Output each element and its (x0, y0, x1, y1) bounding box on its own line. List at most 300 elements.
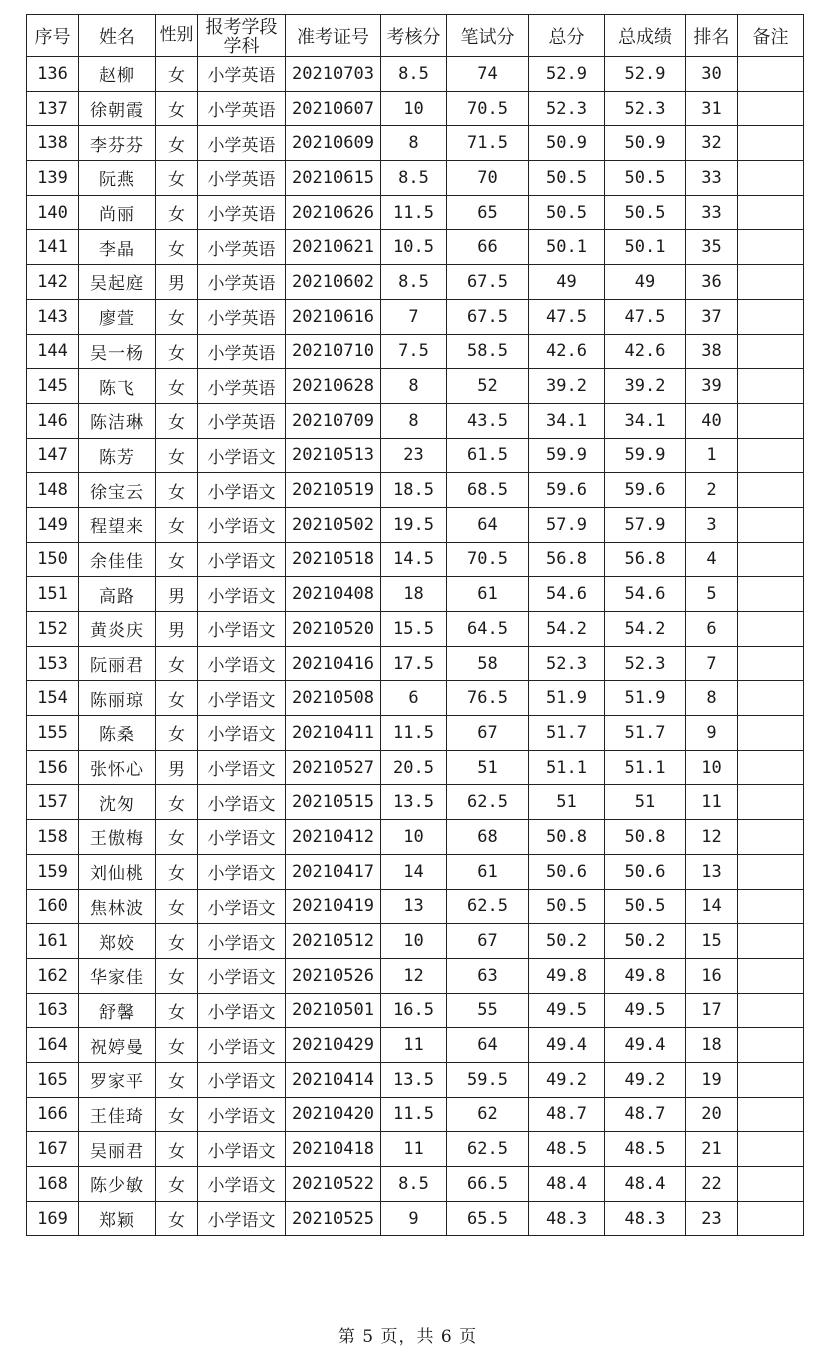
final-cell: 48.4 (605, 1167, 686, 1202)
assess-cell: 7.5 (381, 334, 447, 369)
table-row (27, 993, 804, 1028)
final-cell: 50.9 (605, 126, 686, 161)
ticket-cell: 20210527 (286, 750, 381, 785)
note-cell (738, 542, 804, 577)
final-cell: 52.3 (605, 91, 686, 126)
table-row (27, 646, 804, 681)
sex-cell: 女 (156, 1201, 198, 1236)
table-row (27, 265, 804, 300)
ticket-cell: 20210710 (286, 334, 381, 369)
table-row (27, 230, 804, 265)
header-rank: 排名 (686, 15, 738, 57)
sex-cell: 女 (156, 334, 198, 369)
seq-cell: 144 (27, 334, 79, 369)
ticket-cell: 20210703 (286, 57, 381, 92)
note-cell (738, 369, 804, 404)
rank-cell: 1 (686, 438, 738, 473)
ticket-cell: 20210416 (286, 646, 381, 681)
table-row (27, 57, 804, 92)
subject-cell: 小学英语 (198, 195, 286, 230)
total-cell: 50.8 (529, 820, 605, 855)
name-cell: 吴起庭 (79, 265, 156, 300)
assess-cell: 11.5 (381, 195, 447, 230)
table-header (27, 15, 804, 57)
final-cell: 48.7 (605, 1097, 686, 1132)
assess-cell: 6 (381, 681, 447, 716)
note-cell (738, 126, 804, 161)
subject-cell: 小学语文 (198, 542, 286, 577)
name-cell: 李芬芬 (79, 126, 156, 161)
ticket-cell: 20210420 (286, 1097, 381, 1132)
total-cell: 54.6 (529, 577, 605, 612)
seq-cell: 142 (27, 265, 79, 300)
rank-cell: 40 (686, 403, 738, 438)
rank-cell: 3 (686, 507, 738, 542)
note-cell (738, 473, 804, 508)
assess-cell: 8 (381, 403, 447, 438)
final-cell: 49 (605, 265, 686, 300)
seq-cell: 140 (27, 195, 79, 230)
rank-cell: 13 (686, 854, 738, 889)
total-cell: 49.4 (529, 1028, 605, 1063)
note-cell (738, 1028, 804, 1063)
name-cell: 程望来 (79, 507, 156, 542)
sex-cell: 女 (156, 542, 198, 577)
ticket-cell: 20210502 (286, 507, 381, 542)
final-cell: 39.2 (605, 369, 686, 404)
note-cell (738, 612, 804, 647)
seq-cell: 166 (27, 1097, 79, 1132)
subject-cell: 小学语文 (198, 1167, 286, 1202)
rank-cell: 14 (686, 889, 738, 924)
seq-cell: 155 (27, 716, 79, 751)
total-cell: 50.5 (529, 161, 605, 196)
subject-cell: 小学英语 (198, 403, 286, 438)
note-cell (738, 716, 804, 751)
table-row (27, 681, 804, 716)
written-cell: 65 (447, 195, 529, 230)
subject-cell: 小学英语 (198, 299, 286, 334)
table-row (27, 542, 804, 577)
sex-cell: 女 (156, 230, 198, 265)
seq-cell: 149 (27, 507, 79, 542)
table-row (27, 1132, 804, 1167)
note-cell (738, 265, 804, 300)
ticket-cell: 20210616 (286, 299, 381, 334)
sex-cell: 女 (156, 369, 198, 404)
table-row (27, 1062, 804, 1097)
note-cell (738, 958, 804, 993)
header-row (27, 15, 804, 57)
header-final: 总成绩 (605, 15, 686, 57)
final-cell: 34.1 (605, 403, 686, 438)
note-cell (738, 438, 804, 473)
header-note: 备注 (738, 15, 804, 57)
rank-cell: 18 (686, 1028, 738, 1063)
total-cell: 52.9 (529, 57, 605, 92)
seq-cell: 159 (27, 854, 79, 889)
ticket-cell: 20210626 (286, 195, 381, 230)
total-cell: 56.8 (529, 542, 605, 577)
note-cell (738, 1167, 804, 1202)
sex-cell: 女 (156, 91, 198, 126)
subject-cell: 小学英语 (198, 230, 286, 265)
final-cell: 48.5 (605, 1132, 686, 1167)
ticket-cell: 20210520 (286, 612, 381, 647)
final-cell: 51.9 (605, 681, 686, 716)
final-cell: 51.1 (605, 750, 686, 785)
assess-cell: 10 (381, 820, 447, 855)
seq-cell: 137 (27, 91, 79, 126)
sex-cell: 女 (156, 785, 198, 820)
sex-cell: 女 (156, 716, 198, 751)
note-cell (738, 993, 804, 1028)
rank-cell: 8 (686, 681, 738, 716)
rank-cell: 15 (686, 924, 738, 959)
sex-cell: 女 (156, 438, 198, 473)
table-row (27, 334, 804, 369)
sex-cell: 女 (156, 854, 198, 889)
table-row (27, 577, 804, 612)
rank-cell: 39 (686, 369, 738, 404)
written-cell: 74 (447, 57, 529, 92)
header-seq: 序号 (27, 15, 79, 57)
subject-cell: 小学语文 (198, 716, 286, 751)
seq-cell: 141 (27, 230, 79, 265)
rank-cell: 6 (686, 612, 738, 647)
name-cell: 祝婷曼 (79, 1028, 156, 1063)
note-cell (738, 507, 804, 542)
written-cell: 64.5 (447, 612, 529, 647)
rank-cell: 22 (686, 1167, 738, 1202)
note-cell (738, 854, 804, 889)
ticket-cell: 20210513 (286, 438, 381, 473)
note-cell (738, 889, 804, 924)
total-cell: 50.9 (529, 126, 605, 161)
assess-cell: 9 (381, 1201, 447, 1236)
subject-cell: 小学英语 (198, 369, 286, 404)
table-row (27, 299, 804, 334)
assess-cell: 11 (381, 1028, 447, 1063)
ticket-cell: 20210412 (286, 820, 381, 855)
written-cell: 62.5 (447, 889, 529, 924)
subject-cell: 小学语文 (198, 1201, 286, 1236)
final-cell: 50.1 (605, 230, 686, 265)
assess-cell: 8.5 (381, 161, 447, 196)
sex-cell: 女 (156, 646, 198, 681)
sex-cell: 女 (156, 57, 198, 92)
sex-cell: 女 (156, 1062, 198, 1097)
subject-cell: 小学语文 (198, 750, 286, 785)
assess-cell: 10.5 (381, 230, 447, 265)
sex-cell: 女 (156, 195, 198, 230)
written-cell: 59.5 (447, 1062, 529, 1097)
table-row (27, 507, 804, 542)
rank-cell: 20 (686, 1097, 738, 1132)
rank-cell: 23 (686, 1201, 738, 1236)
written-cell: 68.5 (447, 473, 529, 508)
seq-cell: 136 (27, 57, 79, 92)
name-cell: 徐宝云 (79, 473, 156, 508)
seq-cell: 156 (27, 750, 79, 785)
written-cell: 52 (447, 369, 529, 404)
written-cell: 67 (447, 716, 529, 751)
sex-cell: 女 (156, 473, 198, 508)
assess-cell: 10 (381, 91, 447, 126)
seq-cell: 158 (27, 820, 79, 855)
written-cell: 67 (447, 924, 529, 959)
final-cell: 51 (605, 785, 686, 820)
written-cell: 58.5 (447, 334, 529, 369)
total-cell: 49.5 (529, 993, 605, 1028)
final-cell: 52.3 (605, 646, 686, 681)
table-row (27, 438, 804, 473)
table-row (27, 403, 804, 438)
ticket-cell: 20210621 (286, 230, 381, 265)
ticket-cell: 20210515 (286, 785, 381, 820)
subject-cell: 小学语文 (198, 1062, 286, 1097)
final-cell: 49.2 (605, 1062, 686, 1097)
sex-cell: 男 (156, 612, 198, 647)
seq-cell: 161 (27, 924, 79, 959)
written-cell: 61.5 (447, 438, 529, 473)
final-cell: 52.9 (605, 57, 686, 92)
written-cell: 62 (447, 1097, 529, 1132)
note-cell (738, 1062, 804, 1097)
name-cell: 陈洁琳 (79, 403, 156, 438)
ticket-cell: 20210508 (286, 681, 381, 716)
name-cell: 阮丽君 (79, 646, 156, 681)
ticket-cell: 20210519 (286, 473, 381, 508)
rank-cell: 33 (686, 195, 738, 230)
written-cell: 67.5 (447, 299, 529, 334)
note-cell (738, 403, 804, 438)
note-cell (738, 1097, 804, 1132)
table-row (27, 820, 804, 855)
note-cell (738, 577, 804, 612)
note-cell (738, 161, 804, 196)
final-cell: 50.8 (605, 820, 686, 855)
rank-cell: 16 (686, 958, 738, 993)
subject-cell: 小学语文 (198, 612, 286, 647)
subject-cell: 小学语文 (198, 889, 286, 924)
seq-cell: 154 (27, 681, 79, 716)
table-row (27, 369, 804, 404)
sex-cell: 男 (156, 750, 198, 785)
assess-cell: 14 (381, 854, 447, 889)
final-cell: 42.6 (605, 334, 686, 369)
name-cell: 赵柳 (79, 57, 156, 92)
written-cell: 51 (447, 750, 529, 785)
rank-cell: 12 (686, 820, 738, 855)
name-cell: 余佳佳 (79, 542, 156, 577)
name-cell: 徐朝霞 (79, 91, 156, 126)
assess-cell: 13 (381, 889, 447, 924)
assess-cell: 18.5 (381, 473, 447, 508)
total-cell: 48.3 (529, 1201, 605, 1236)
page-footer: 第 5 页，共 6 页 (337, 1327, 478, 1347)
sex-cell: 女 (156, 507, 198, 542)
name-cell: 廖萱 (79, 299, 156, 334)
assess-cell: 12 (381, 958, 447, 993)
seq-cell: 148 (27, 473, 79, 508)
subject-cell: 小学语文 (198, 958, 286, 993)
written-cell: 76.5 (447, 681, 529, 716)
total-cell: 51.9 (529, 681, 605, 716)
rank-cell: 35 (686, 230, 738, 265)
sex-cell: 女 (156, 1167, 198, 1202)
assess-cell: 13.5 (381, 785, 447, 820)
ticket-cell: 20210607 (286, 91, 381, 126)
name-cell: 陈芳 (79, 438, 156, 473)
note-cell (738, 299, 804, 334)
name-cell: 李晶 (79, 230, 156, 265)
seq-cell: 169 (27, 1201, 79, 1236)
written-cell: 66 (447, 230, 529, 265)
seq-cell: 163 (27, 993, 79, 1028)
total-cell: 50.5 (529, 889, 605, 924)
seq-cell: 139 (27, 161, 79, 196)
rank-cell: 33 (686, 161, 738, 196)
note-cell (738, 681, 804, 716)
table-row (27, 716, 804, 751)
name-cell: 罗家平 (79, 1062, 156, 1097)
results-table (26, 14, 804, 1236)
table-row (27, 473, 804, 508)
final-cell: 49.8 (605, 958, 686, 993)
written-cell: 70.5 (447, 91, 529, 126)
name-cell: 陈桑 (79, 716, 156, 751)
seq-cell: 146 (27, 403, 79, 438)
final-cell: 59.9 (605, 438, 686, 473)
written-cell: 43.5 (447, 403, 529, 438)
note-cell (738, 195, 804, 230)
table-row (27, 889, 804, 924)
subject-cell: 小学英语 (198, 334, 286, 369)
ticket-cell: 20210628 (286, 369, 381, 404)
table-row (27, 126, 804, 161)
final-cell: 57.9 (605, 507, 686, 542)
ticket-cell: 20210419 (286, 889, 381, 924)
total-cell: 54.2 (529, 612, 605, 647)
table-row (27, 785, 804, 820)
note-cell (738, 646, 804, 681)
seq-cell: 147 (27, 438, 79, 473)
header-assess: 考核分 (381, 15, 447, 57)
rank-cell: 21 (686, 1132, 738, 1167)
assess-cell: 10 (381, 924, 447, 959)
seq-cell: 151 (27, 577, 79, 612)
name-cell: 华家佳 (79, 958, 156, 993)
written-cell: 63 (447, 958, 529, 993)
rank-cell: 19 (686, 1062, 738, 1097)
note-cell (738, 57, 804, 92)
table-row (27, 1201, 804, 1236)
sex-cell: 男 (156, 577, 198, 612)
rank-cell: 38 (686, 334, 738, 369)
ticket-cell: 20210429 (286, 1028, 381, 1063)
note-cell (738, 820, 804, 855)
rank-cell: 36 (686, 265, 738, 300)
rank-cell: 32 (686, 126, 738, 161)
total-cell: 52.3 (529, 91, 605, 126)
final-cell: 51.7 (605, 716, 686, 751)
total-cell: 47.5 (529, 299, 605, 334)
subject-cell: 小学语文 (198, 646, 286, 681)
ticket-cell: 20210411 (286, 716, 381, 751)
assess-cell: 13.5 (381, 1062, 447, 1097)
assess-cell: 8.5 (381, 265, 447, 300)
total-cell: 51.7 (529, 716, 605, 751)
subject-cell: 小学语文 (198, 507, 286, 542)
header-ticket: 准考证号 (286, 15, 381, 57)
total-cell: 48.5 (529, 1132, 605, 1167)
written-cell: 62.5 (447, 785, 529, 820)
rank-cell: 10 (686, 750, 738, 785)
table-row (27, 91, 804, 126)
subject-cell: 小学语文 (198, 1132, 286, 1167)
rank-cell: 37 (686, 299, 738, 334)
sex-cell: 女 (156, 924, 198, 959)
ticket-cell: 20210522 (286, 1167, 381, 1202)
name-cell: 尚丽 (79, 195, 156, 230)
subject-cell: 小学语文 (198, 438, 286, 473)
rank-cell: 4 (686, 542, 738, 577)
seq-cell: 150 (27, 542, 79, 577)
written-cell: 70 (447, 161, 529, 196)
written-cell: 61 (447, 577, 529, 612)
table-row (27, 924, 804, 959)
total-cell: 51.1 (529, 750, 605, 785)
name-cell: 王佳琦 (79, 1097, 156, 1132)
final-cell: 50.5 (605, 161, 686, 196)
header-written: 笔试分 (447, 15, 529, 57)
table-row (27, 750, 804, 785)
header-total: 总分 (529, 15, 605, 57)
assess-cell: 11.5 (381, 1097, 447, 1132)
note-cell (738, 1132, 804, 1167)
ticket-cell: 20210526 (286, 958, 381, 993)
sex-cell: 女 (156, 993, 198, 1028)
name-cell: 陈丽琼 (79, 681, 156, 716)
assess-cell: 20.5 (381, 750, 447, 785)
name-cell: 高路 (79, 577, 156, 612)
total-cell: 50.5 (529, 195, 605, 230)
table-row (27, 1028, 804, 1063)
sex-cell: 女 (156, 126, 198, 161)
subject-cell: 小学语文 (198, 924, 286, 959)
total-cell: 50.6 (529, 854, 605, 889)
total-cell: 49 (529, 265, 605, 300)
assess-cell: 19.5 (381, 507, 447, 542)
written-cell: 71.5 (447, 126, 529, 161)
written-cell: 68 (447, 820, 529, 855)
table-row (27, 1097, 804, 1132)
ticket-cell: 20210615 (286, 161, 381, 196)
assess-cell: 8 (381, 126, 447, 161)
header-name: 姓名 (79, 15, 156, 57)
total-cell: 52.3 (529, 646, 605, 681)
total-cell: 39.2 (529, 369, 605, 404)
sex-cell: 女 (156, 1132, 198, 1167)
subject-cell: 小学英语 (198, 57, 286, 92)
subject-cell: 小学英语 (198, 265, 286, 300)
name-cell: 黄炎庆 (79, 612, 156, 647)
written-cell: 67.5 (447, 265, 529, 300)
subject-cell: 小学语文 (198, 1028, 286, 1063)
note-cell (738, 750, 804, 785)
assess-cell: 18 (381, 577, 447, 612)
